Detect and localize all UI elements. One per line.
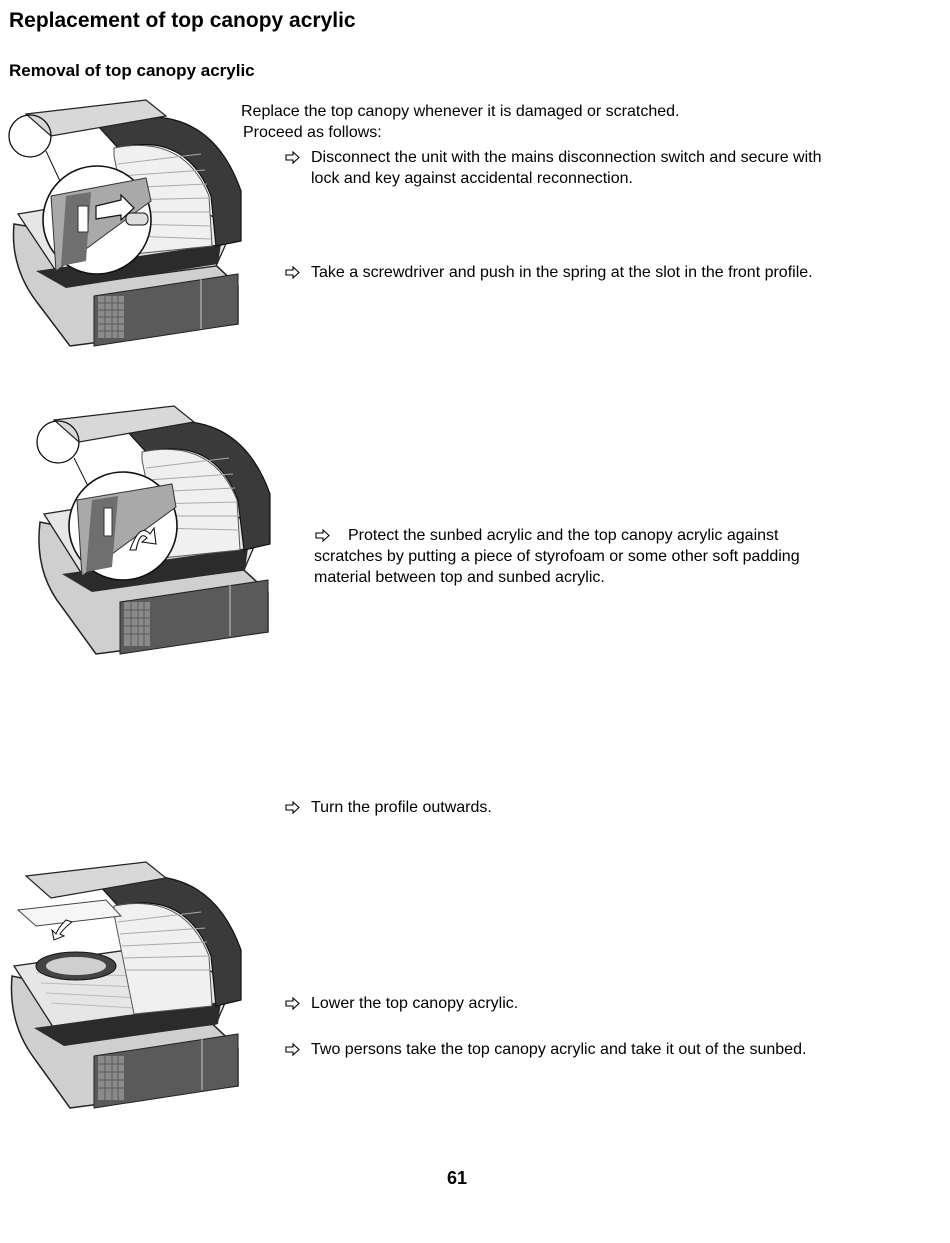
step-2-line-1: Take a screwdriver and push in the spring at the slot in the front profile.: [311, 264, 813, 281]
arrow-right-icon: [284, 993, 302, 1014]
sunbed-illustration-screwdriver: [6, 96, 246, 356]
page-title: Replacement of top canopy acrylic: [9, 9, 356, 32]
step-6-line-1: Two persons take the top canopy acrylic and take it out of the sunbed.: [311, 1041, 807, 1058]
sunbed-illustration-lowered-acrylic: [6, 858, 246, 1116]
step-4: [284, 797, 904, 818]
step-4-line-1: Turn the profile outwards.: [311, 799, 492, 816]
step-3-line-1: Protect the sunbed acrylic and the top canopy acrylic against: [348, 527, 779, 544]
step-1-line-2: lock and key against accidental reconnection.: [311, 170, 633, 187]
page-number: 61: [446, 1168, 468, 1188]
step-6: [284, 1039, 904, 1060]
step-5-line-1: Lower the top canopy acrylic.: [311, 995, 519, 1012]
arrow-right-icon: [284, 147, 302, 168]
arrow-right-icon: [314, 525, 332, 546]
intro-line-2: Proceed as follows:: [243, 124, 382, 141]
section-title: Removal of top canopy acrylic: [9, 61, 255, 80]
arrow-right-icon: [284, 1039, 302, 1060]
step-1: [284, 147, 904, 189]
step-3-line-2: scratches by putting a piece of styrofoam or some other soft padding: [314, 548, 800, 565]
step-2: [284, 262, 904, 283]
step-3: [314, 525, 914, 588]
step-5: [284, 993, 904, 1014]
arrow-right-icon: [284, 797, 302, 818]
sunbed-illustration-profile: [30, 402, 275, 662]
arrow-right-icon: [284, 262, 302, 283]
intro-line-1: Replace the top canopy whenever it is damaged or scratched.: [241, 103, 680, 120]
step-3-line-3: material between top and sunbed acrylic.: [314, 569, 605, 586]
step-1-line-1: Disconnect the unit with the mains disconnection switch and secure with: [311, 149, 822, 166]
